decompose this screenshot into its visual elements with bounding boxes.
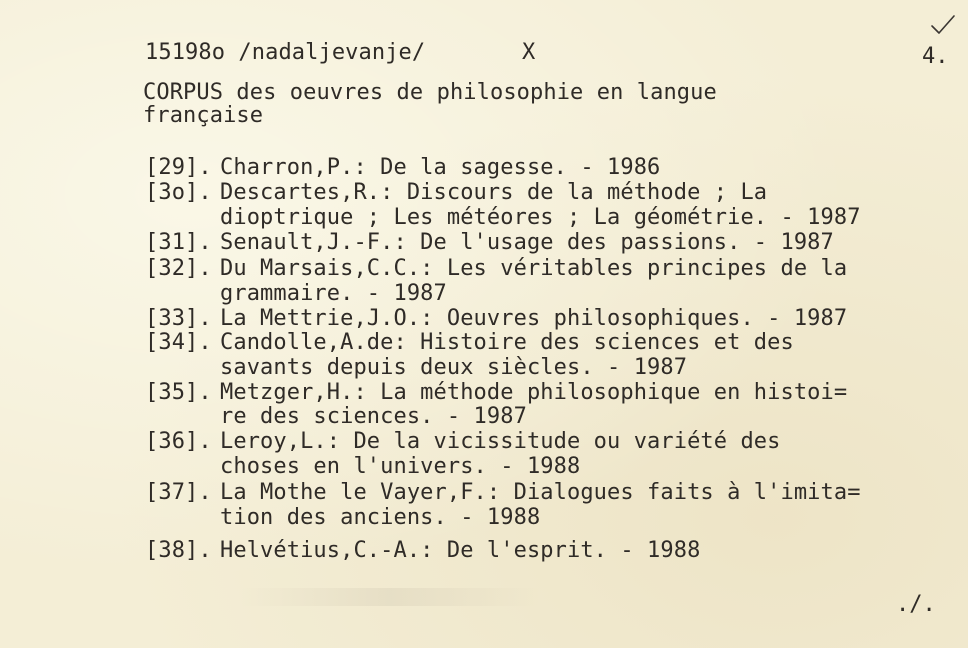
- entry-text: Charron,P.: De la sagesse. - 1986: [220, 155, 661, 180]
- entry-number: [3o].: [145, 180, 212, 205]
- series-title-line-2: française: [143, 103, 264, 128]
- entry-text-continuation: grammaire. - 1987: [220, 281, 447, 306]
- entry-text-continuation: tion des anciens. - 1988: [220, 505, 541, 530]
- entry-number: [38].: [145, 538, 212, 563]
- entry-number: [29].: [145, 155, 212, 180]
- series-title-line-1: CORPUS des oeuvres de philosophie en langue: [143, 80, 717, 105]
- entry-text: Metzger,H.: La méthode philosophique en histoi=: [220, 380, 848, 405]
- bleed-through-smudge: [240, 588, 540, 606]
- entry-text: La Mothe le Vayer,F.: Dialogues faits à l'imita=: [220, 480, 861, 505]
- entry-text: Senault,J.-F.: De l'usage des passions. - 1987: [220, 230, 834, 255]
- entry-text: Helvétius,C.-A.: De l'esprit. - 1988: [220, 538, 701, 563]
- entry-number: [37].: [145, 480, 212, 505]
- checkmark-icon: [930, 14, 956, 36]
- entry-text: La Mettrie,J.O.: Oeuvres philosophiques. - 1987: [220, 306, 848, 331]
- entry-number: [35].: [145, 380, 212, 405]
- card-id: 15198o /nadaljevanje/: [145, 40, 426, 65]
- entry-number: [32].: [145, 256, 212, 281]
- entry-number: [34].: [145, 330, 212, 355]
- page-number: 4.: [922, 44, 949, 69]
- entry-text: Candolle,A.de: Histoire des sciences et des: [220, 330, 794, 355]
- continuation-mark: ./.: [896, 592, 936, 617]
- entry-number: [36].: [145, 429, 212, 454]
- card-mark: X: [522, 40, 536, 65]
- entry-number: [33].: [145, 306, 212, 331]
- entry-text-continuation: re des sciences. - 1987: [220, 404, 527, 429]
- entry-text: Du Marsais,C.C.: Les véritables principes de la: [220, 256, 848, 281]
- entry-text-continuation: dioptrique ; Les météores ; La géométrie. - 1987: [220, 205, 861, 230]
- entry-number: [31].: [145, 230, 212, 255]
- entry-text-continuation: savants depuis deux siècles. - 1987: [220, 355, 688, 380]
- entry-text: Leroy,L.: De la vicissitude ou variété des: [220, 429, 781, 454]
- entry-text-continuation: choses en l'univers. - 1988: [220, 454, 581, 479]
- entry-text: Descartes,R.: Discours de la méthode ; La: [220, 180, 768, 205]
